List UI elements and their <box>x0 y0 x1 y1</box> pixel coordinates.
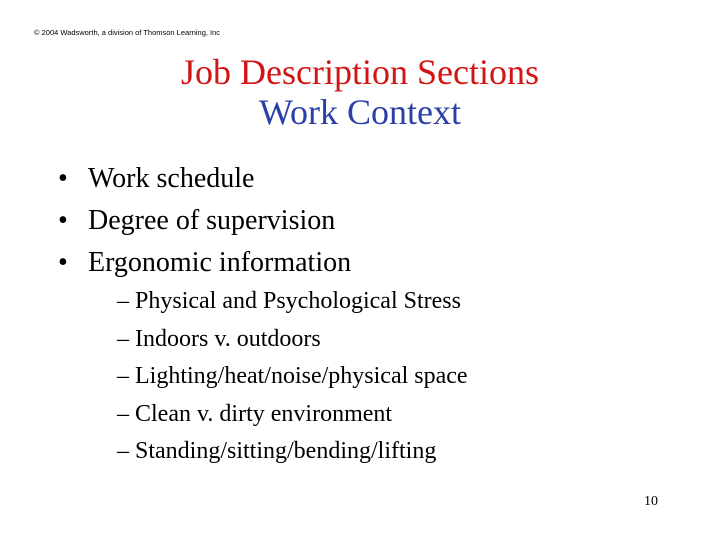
bullet-text: Degree of supervision <box>88 205 336 236</box>
bullet-text: Ergonomic information <box>88 247 352 278</box>
bullet-item <box>58 242 351 284</box>
slide-title <box>0 52 720 132</box>
bullet-marker: • <box>58 205 68 236</box>
bullet-item <box>58 158 351 200</box>
copyright-notice: © 2004 Wadsworth, a division of Thomson Learning, Inc <box>34 28 221 37</box>
bullet-item <box>58 200 351 242</box>
page-number: 10 <box>644 494 658 509</box>
sub-bullet-item: – Physical and Psychological Stress <box>117 288 461 314</box>
sub-bullet-item: – Clean v. dirty environment <box>117 400 393 427</box>
sub-bullet-item: – Indoors v. outdoors <box>117 325 321 352</box>
slide-title-line-2: Work Context <box>258 92 462 132</box>
slide-title-line-1: Job Description Sections <box>181 52 539 92</box>
bullet-marker: • <box>58 247 68 278</box>
sub-bullet-list <box>117 283 468 471</box>
bullet-list <box>58 158 351 284</box>
bullet-marker: • <box>58 163 68 194</box>
sub-bullet-item: – Lighting/heat/noise/physical space <box>117 363 468 389</box>
bullet-text: Work schedule <box>88 163 255 194</box>
sub-bullet-item: – Standing/sitting/bending/lifting <box>117 438 437 464</box>
